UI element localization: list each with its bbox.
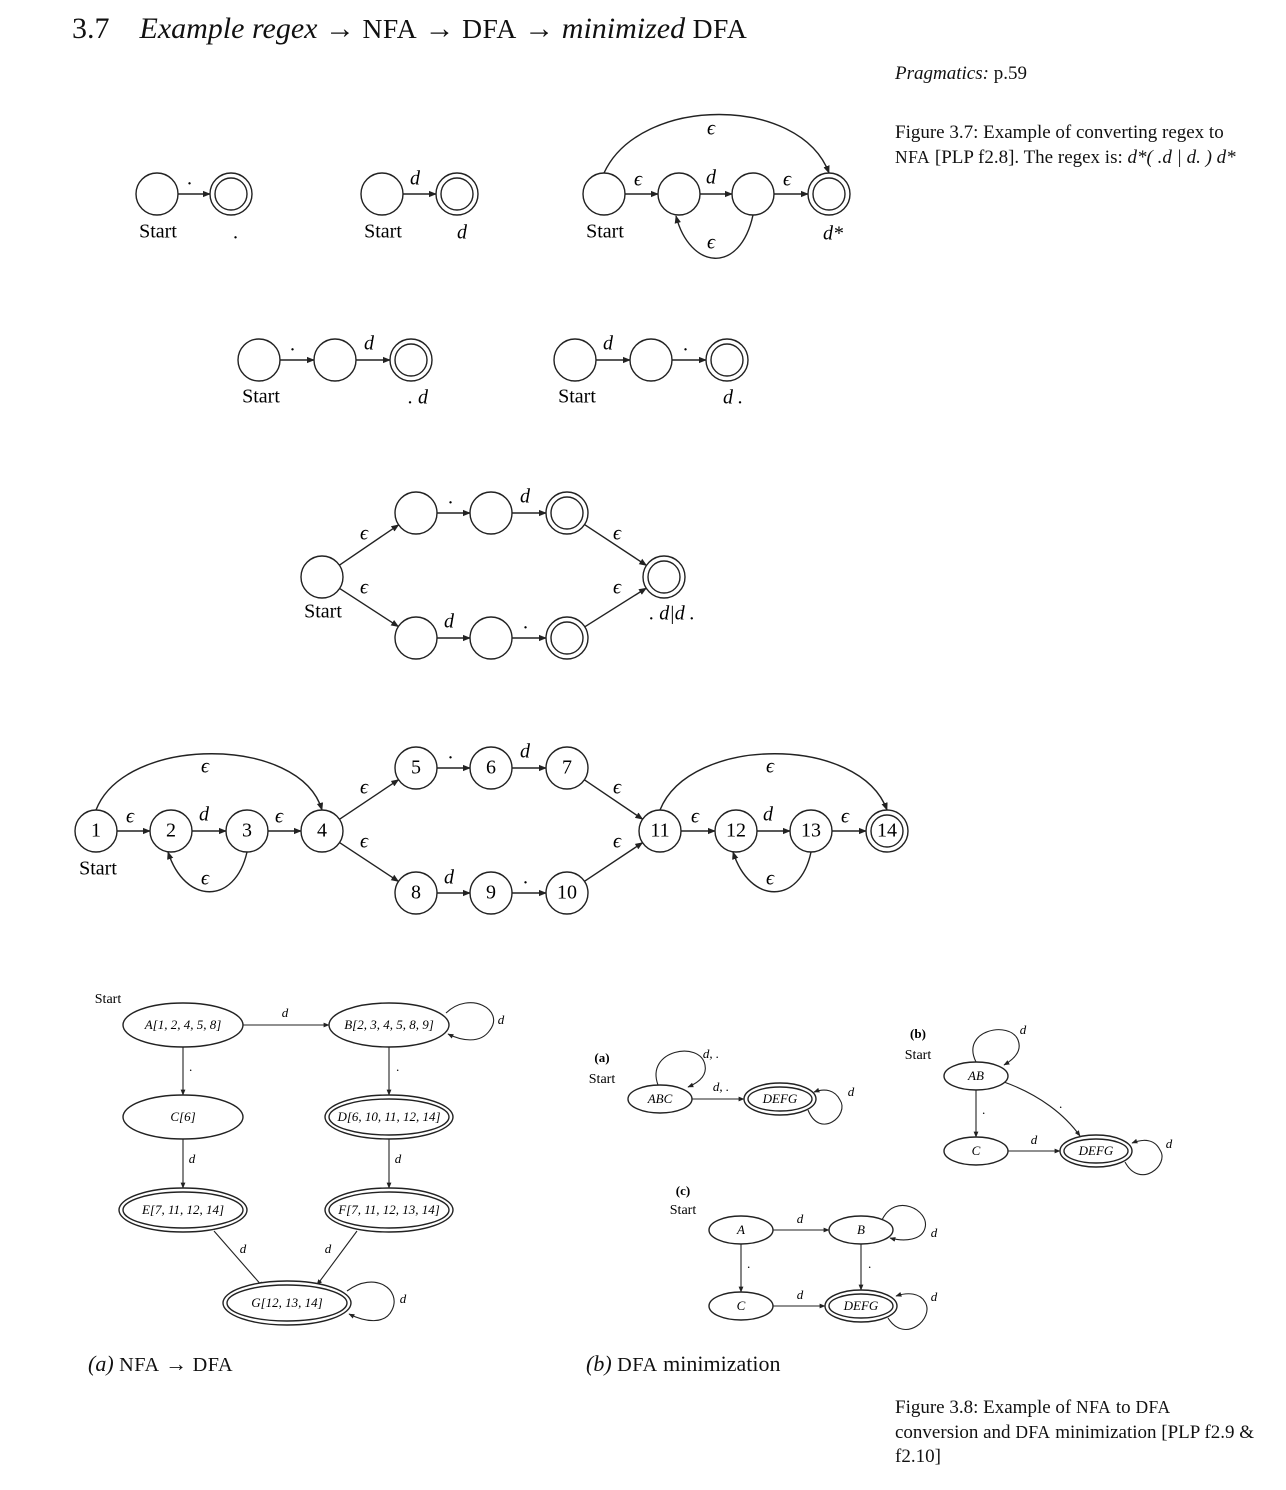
dfa-state-label-F: F[7, 11, 12, 13, 14] — [338, 1201, 440, 1217]
nfa-edge-13-14-label: ϵ — [840, 805, 850, 828]
min-c-edge-A-B-label: d — [796, 1210, 804, 1226]
edge-ds-skip-label: ϵ — [706, 117, 716, 140]
start-label-alt: Start — [304, 600, 342, 623]
edge-dotd-d-label: d — [364, 332, 374, 355]
min-a-edge-DEFG-loop-label: d — [847, 1083, 855, 1099]
state-dotd-2 — [314, 339, 356, 381]
state-ddot-3-inner — [711, 344, 743, 376]
edge-dot-label: . — [187, 167, 193, 190]
state-alt-l1 — [395, 617, 437, 659]
min-c-edge-C-DEFG-label: d — [796, 1286, 804, 1302]
nfa-edge-13-12-label: ϵ — [765, 867, 775, 890]
nfa-state-label-14: 14 — [877, 819, 897, 842]
min-b-edge-AB-loop-label: d — [1019, 1021, 1027, 1037]
nfa-edge-3-4-label: ϵ — [274, 805, 284, 828]
dfa-state-label-A: A[1, 2, 4, 5, 8] — [144, 1016, 222, 1032]
edge-ddot-dot-label: . — [683, 333, 689, 356]
pragmatics-page: p.59 — [993, 63, 1027, 84]
state-alt-l3-inner — [551, 622, 583, 654]
heading-nfa: NFA — [362, 13, 418, 44]
caption38-dfa: DFA — [1135, 1397, 1171, 1417]
min-c-edge-B-DEFG-label: . — [868, 1255, 872, 1271]
dfa-edge-F-G — [317, 1231, 357, 1285]
language-label-d: d — [457, 221, 467, 244]
dfa-state-label-G: G[12, 13, 14] — [251, 1294, 323, 1310]
nfa-edge-12-13-label: d — [763, 803, 773, 826]
state-ddot-2 — [630, 339, 672, 381]
nfa-edge-9-10-label: . — [523, 866, 529, 889]
min-b-label-AB: AB — [968, 1067, 984, 1083]
min-a-label-DEFG: DEFG — [762, 1090, 798, 1106]
caption38-text-c: minimization [PLP f2.9 & f2.10] — [895, 1422, 1255, 1467]
nfa-edge-2-3-label: d — [199, 803, 209, 826]
start-label-nfa: Start — [79, 857, 117, 880]
dfa-edge-A-B-label: d — [281, 1004, 289, 1020]
edge-alt-eps-down — [340, 588, 399, 626]
nfa-state-label-7: 7 — [562, 756, 572, 779]
state-ds-1 — [583, 173, 625, 215]
min-b-edge-DEFG-loop-label: d — [1165, 1135, 1173, 1151]
edge-ddot-d-label: d — [603, 332, 613, 355]
min-b-start: Start — [904, 1048, 932, 1064]
language-label-dstar: d* — [823, 222, 843, 245]
min-a-edge-ABC-loop-label: d, . — [702, 1045, 720, 1061]
state-alt-u1 — [395, 492, 437, 534]
nfa-state-label-1: 1 — [91, 819, 101, 842]
edge-alt-eps-up — [339, 522, 398, 565]
edge-d-label: d — [410, 167, 420, 190]
min-c-edge-DEFG-loop-label: d — [930, 1288, 938, 1304]
edge-ds-skip — [604, 115, 829, 174]
dfa-edge-F-G-label: d — [324, 1240, 332, 1256]
state-alt-accept-inner — [648, 561, 680, 593]
nfa-edge-1-2-label: ϵ — [125, 805, 135, 828]
edge-ds-eps-2-label: ϵ — [782, 168, 792, 191]
nfa-edge-5-6-label: . — [448, 741, 454, 764]
dfa-edge-B-loop — [446, 1003, 494, 1040]
caption37-nfa: NFA — [895, 147, 931, 167]
start-label-ds: Start — [586, 220, 624, 243]
caption38-to: to — [1115, 1397, 1131, 1418]
edge-dotd-dot-label: . — [290, 333, 296, 356]
edge-alt-u-d-label: d — [520, 485, 530, 508]
state-ds-2 — [658, 173, 700, 215]
state-dotd-3-inner — [395, 344, 427, 376]
caption37-ref: [PLP f2.8]. The regex is: — [934, 147, 1123, 168]
nfa-state-label-6: 6 — [486, 756, 496, 779]
start-label-dotd: Start — [242, 385, 280, 408]
heading-part-1: Example regex → — [139, 12, 355, 45]
caption38-text: Figure 3.8: Example of — [895, 1397, 1072, 1418]
dfa-state-label-E: E[7, 11, 12, 14] — [141, 1201, 225, 1217]
dfa-edge-A-C-label: . — [189, 1058, 193, 1074]
dfa-edge-G-loop-label: d — [399, 1290, 407, 1306]
state-alt-u2 — [470, 492, 512, 534]
edge-alt-eps-in-up-label: ϵ — [612, 522, 622, 545]
subcaption-b-text: minimization — [663, 1351, 781, 1376]
nfa-edge-3-2-label: ϵ — [200, 867, 210, 890]
subcaption-a-nfa: NFA — [119, 1354, 160, 1376]
min-a-edge-ABC-DEFG-label: d, . — [712, 1078, 730, 1094]
language-label-ddot: d . — [723, 386, 743, 409]
min-a-edge-ABC-loop — [656, 1051, 705, 1087]
heading-arrow-1: → — [424, 12, 455, 45]
min-c-tag: (c) — [675, 1182, 691, 1198]
dfa-edge-C-E-label: d — [188, 1150, 196, 1166]
nfa-edge-4-8 — [340, 843, 399, 882]
dfa-state-label-C: C[6] — [170, 1108, 196, 1124]
min-b-label-C: C — [971, 1142, 981, 1158]
dfa-edge-G-loop — [347, 1282, 394, 1321]
dfa-state-label-B: B[2, 3, 4, 5, 8, 9] — [344, 1016, 434, 1032]
heading-dfa-2: DFA — [692, 13, 748, 44]
nfa-state-label-13: 13 — [801, 819, 821, 842]
min-c-label-B: B — [857, 1221, 865, 1237]
min-c-label-C: C — [736, 1297, 746, 1313]
edge-alt-eps-up-label: ϵ — [359, 522, 369, 545]
min-c-label-A: A — [737, 1221, 745, 1237]
subcaption-a-arrow: → — [165, 1351, 188, 1376]
nfa-state-label-3: 3 — [242, 819, 252, 842]
start-label-d: Start — [364, 220, 402, 243]
caption37-text: Figure 3.7: Example of converting regex to — [895, 122, 1224, 143]
edge-alt-l-dot-label: . — [523, 611, 529, 634]
min-c-start: Start — [669, 1203, 697, 1219]
state-dot-start — [136, 173, 178, 215]
edge-alt-l-d-label: d — [444, 610, 454, 633]
dfa-edge-E-G-label: d — [239, 1240, 247, 1256]
edge-alt-eps-in-down-label: ϵ — [612, 576, 622, 599]
min-b-edge-AB-DEFG — [1004, 1082, 1080, 1136]
state-ds-4-inner — [813, 178, 845, 210]
state-d-start — [361, 173, 403, 215]
caption38-nfa: NFA — [1076, 1397, 1112, 1417]
state-d-accept-inner — [441, 178, 473, 210]
caption37-regex: d*( .d | d. ) d* — [1127, 147, 1236, 168]
start-label-ddot: Start — [558, 385, 596, 408]
nfa-edge-6-7-label: d — [520, 740, 530, 763]
diagram-labels — [79, 118, 1173, 1313]
edge-ds-eps-1-label: ϵ — [633, 168, 643, 191]
min-a-label-ABC: ABC — [647, 1090, 673, 1106]
state-alt-start — [301, 556, 343, 598]
language-label-dotd: . d — [408, 386, 428, 409]
min-c-edge-A-C-label: . — [747, 1255, 751, 1271]
pragmatics-label: Pragmatics: — [895, 63, 989, 84]
nfa-edge-1-4-label: ϵ — [200, 755, 210, 778]
min-b-edge-C-DEFG-label: d — [1030, 1131, 1038, 1147]
nfa-state-label-12: 12 — [726, 819, 746, 842]
nfa-state-label-8: 8 — [411, 881, 421, 904]
nfa-edge-4-5-label: ϵ — [359, 776, 369, 799]
state-dotd-1 — [238, 339, 280, 381]
nfa-edge-8-9-label: d — [444, 866, 454, 889]
start-label-dfa: Start — [94, 992, 122, 1008]
state-alt-l2 — [470, 617, 512, 659]
nfa-state-label-4: 4 — [317, 819, 327, 842]
language-label-alt: . d|d . — [649, 602, 695, 625]
dfa-edge-B-D-label: . — [396, 1058, 400, 1074]
nfa-edge-11-12-label: ϵ — [690, 805, 700, 828]
subcaption-a-tag: (a) — [88, 1351, 114, 1376]
edge-ds-d-label: d — [706, 166, 716, 189]
caption38-dfa-2: DFA — [1015, 1422, 1051, 1442]
min-b-tag: (b) — [910, 1025, 926, 1041]
language-label-dot: . — [233, 221, 239, 244]
caption38-text-b: conversion and — [895, 1422, 1011, 1443]
state-ddot-1 — [554, 339, 596, 381]
dfa-edge-B-loop-label: d — [497, 1011, 505, 1027]
nfa-state-label-10: 10 — [557, 881, 577, 904]
min-c-edge-B-loop-label: d — [930, 1224, 938, 1240]
min-b-edge-AB-DEFG-label: . — [1059, 1095, 1063, 1111]
nfa-state-label-11: 11 — [650, 819, 670, 842]
min-c-label-DEFG: DEFG — [843, 1297, 879, 1313]
nfa-state-label-9: 9 — [486, 881, 496, 904]
subcaption-b-dfa: DFA — [617, 1354, 658, 1376]
nfa-edge-11-14-label: ϵ — [765, 755, 775, 778]
edge-alt-u-dot-label: . — [448, 486, 454, 509]
subcaption-b-tag: (b) — [586, 1351, 612, 1376]
state-alt-u3-inner — [551, 497, 583, 529]
min-b-edge-AB-loop — [973, 1030, 1019, 1065]
heading-arrow-2: → — [524, 12, 555, 45]
nfa-edge-4-8-label: ϵ — [359, 830, 369, 853]
min-b-edge-AB-C-label: . — [982, 1101, 986, 1117]
edge-alt-eps-down-label: ϵ — [359, 576, 369, 599]
heading-minimized: minimized — [561, 12, 686, 45]
section-number: 3.7 — [72, 12, 110, 45]
min-b-label-DEFG: DEFG — [1078, 1142, 1114, 1158]
state-dot-accept-inner — [215, 178, 247, 210]
dfa-edge-D-F-label: d — [394, 1150, 402, 1166]
nfa-edge-10-11-label: ϵ — [612, 830, 622, 853]
nfa-edge-4-5 — [339, 780, 398, 820]
min-a-tag: (a) — [594, 1049, 610, 1065]
start-label-dot: Start — [139, 220, 177, 243]
heading-dfa: DFA — [462, 13, 517, 44]
state-ds-3 — [732, 173, 774, 215]
nfa-state-label-2: 2 — [166, 819, 176, 842]
nfa-state-label-5: 5 — [411, 756, 421, 779]
dfa-state-label-D: D[6, 10, 11, 12, 14] — [337, 1108, 441, 1124]
dfa-edge-E-G — [214, 1231, 263, 1287]
edge-ds-loop-label: ϵ — [706, 231, 716, 254]
subcaption-a-dfa: DFA — [192, 1354, 234, 1376]
nfa-edge-7-11-label: ϵ — [612, 776, 622, 799]
min-a-start: Start — [588, 1072, 616, 1088]
